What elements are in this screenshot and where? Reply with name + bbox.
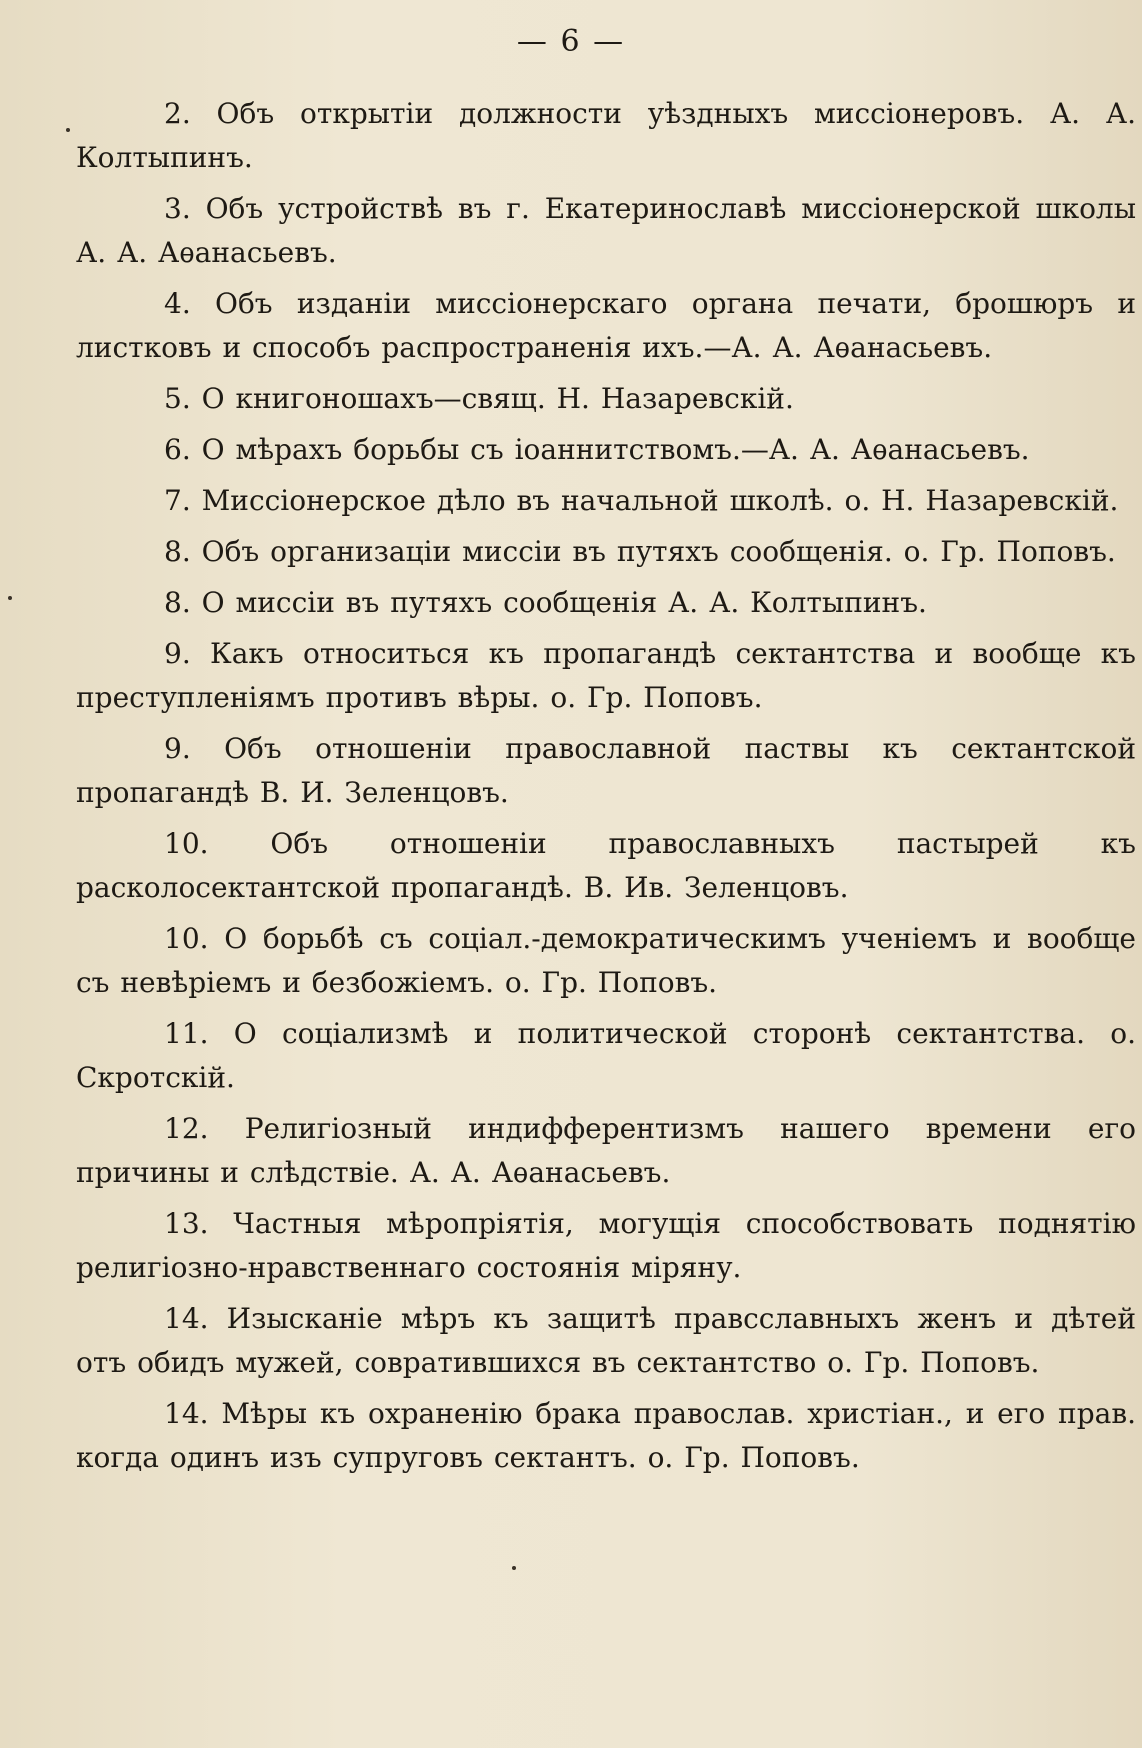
list-item: 11. О соціализмѣ и политической сторонѣ сектантства. о. Скротскій. [76,1017,1136,1094]
list-item: 6. О мѣрахъ борьбы съ іоаннитствомъ.—А. А. Аѳанасьевъ. [164,433,1030,466]
print-speck [512,1566,516,1570]
list-item: 9. Объ отношеніи православной паствы къ сектантской пропагандѣ В. И. Зеленцовъ. [76,732,1136,809]
agenda-list [76,92,1136,1487]
list-item: 12. Религіозный индифферентизмъ нашего времени его причины и слѣдствіе. А. А. Аѳанасьевъ. [76,1112,1136,1189]
list-item: 14. Мѣры къ охраненію брака православ. христіан., и его прав. когда одинъ изъ супруговъ сектантъ. о. Гр. Поповъ. [76,1397,1136,1474]
list-item: 8. Объ организаціи миссіи въ путяхъ сообщенія. о. Гр. Поповъ. [164,535,1116,568]
list-item: 13. Частныя мѣропріятія, могущія способствовать поднятію религіозно-нравственнаго состоянія міряну. [76,1207,1136,1284]
list-item: 7. Миссіонерское дѣло въ начальной школѣ. о. Н. Назаревскій. [164,484,1119,517]
list-item: 9. Какъ относиться къ пропагандѣ сектантства и вообще къ преступленіямъ противъ вѣры. о. Гр. Поповъ. [76,637,1136,714]
print-speck [8,596,12,600]
list-item: 10. О борьбѣ съ соціал.-демократическимъ ученіемъ и вообще съ невѣріемъ и безбожіемъ. о. Гр. Поповъ. [76,922,1136,999]
list-item: 2. Объ открытіи должности уѣздныхъ миссіонеровъ. А. А. Колтыпинъ. [76,97,1136,174]
list-item: 5. О книгоношахъ—свящ. Н. Назаревскій. [164,382,794,415]
list-item: 3. Объ устройствѣ въ г. Екатеринославѣ миссіонерской школы А. А. Аѳанасьевъ. [76,192,1136,269]
list-item: 10. Объ отношеніи православныхъ пастырей къ расколосектантской пропагандѣ. В. Ив. Зеленцовъ. [76,827,1136,904]
print-speck [66,128,70,132]
list-item: 8. О миссіи въ путяхъ сообщенія А. А. Колтыпинъ. [164,586,927,619]
page-number: — 6 — [516,24,626,59]
list-item: 14. Изысканіе мѣръ къ защитѣ правсславныхъ женъ и дѣтей отъ обидъ мужей, совратившихся въ сектантство о. Гр. Поповъ. [76,1302,1136,1379]
list-item: 4. Объ изданіи миссіонерскаго органа печати, брошюръ и листковъ и способъ распространенія ихъ.—А. А. Аѳанасьевъ. [76,287,1136,364]
